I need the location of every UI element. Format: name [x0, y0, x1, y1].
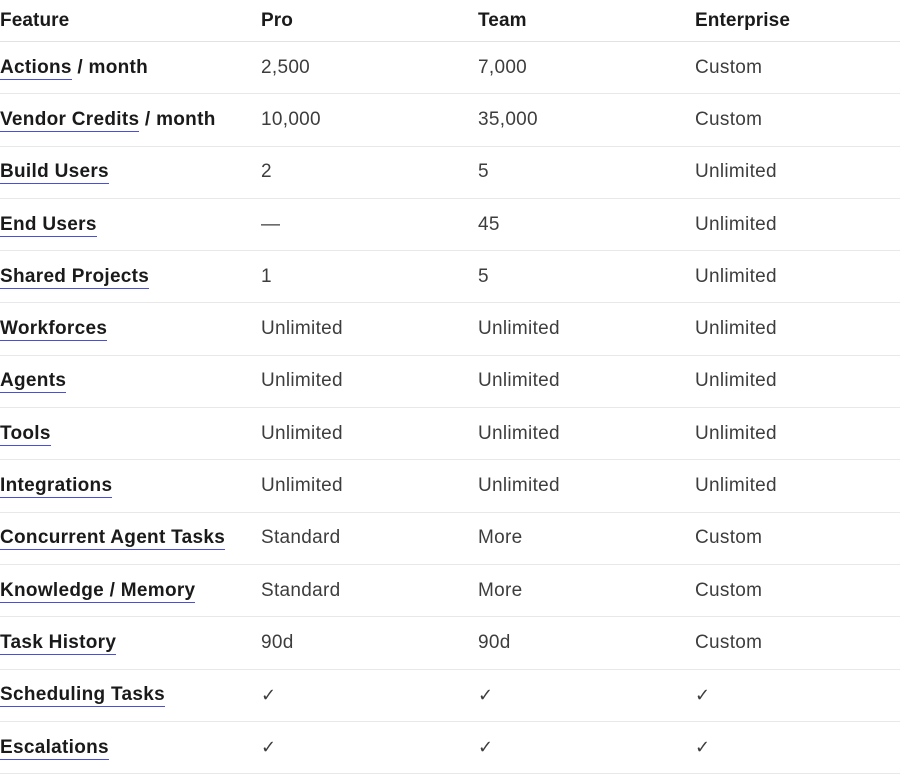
pro-value: — [261, 198, 478, 250]
feature-cell [0, 617, 261, 669]
feature-cell [0, 251, 261, 303]
table-body [0, 42, 900, 774]
feature-link[interactable]: Task History [0, 631, 117, 653]
pro-check-icon: ✓ [261, 721, 478, 773]
enterprise-value: Custom [695, 42, 900, 94]
enterprise-value: Unlimited [695, 303, 900, 355]
team-value: More [478, 512, 695, 564]
feature-link[interactable]: End Users [0, 213, 97, 235]
table-row [0, 669, 900, 721]
pro-value: 90d [261, 617, 478, 669]
table-row [0, 94, 900, 146]
pro-value: Standard [261, 512, 478, 564]
team-value: 35,000 [478, 94, 695, 146]
feature-link[interactable]: Concurrent Agent Tasks [0, 527, 226, 549]
feature-link[interactable]: Build Users [0, 161, 109, 183]
feature-cell [0, 669, 261, 721]
enterprise-check-icon: ✓ [695, 669, 900, 721]
feature-cell [0, 94, 261, 146]
enterprise-value: Unlimited [695, 251, 900, 303]
feature-cell [0, 198, 261, 250]
team-value: Unlimited [478, 460, 695, 512]
pro-check-icon: ✓ [261, 669, 478, 721]
feature-link[interactable]: Actions [0, 56, 72, 78]
pro-value: 2 [261, 146, 478, 198]
enterprise-value: Custom [695, 617, 900, 669]
feature-cell [0, 355, 261, 407]
team-value: 5 [478, 146, 695, 198]
feature-link[interactable]: Knowledge / Memory [0, 579, 196, 601]
pro-value: 10,000 [261, 94, 478, 146]
feature-cell [0, 512, 261, 564]
team-value: 7,000 [478, 42, 695, 94]
pro-value: Unlimited [261, 303, 478, 355]
pro-value: Unlimited [261, 408, 478, 460]
feature-link[interactable]: Scheduling Tasks [0, 684, 165, 706]
feature-link[interactable]: Agents [0, 370, 67, 392]
table-row [0, 564, 900, 616]
header-feature: Feature [0, 0, 261, 42]
enterprise-value: Unlimited [695, 408, 900, 460]
feature-cell [0, 146, 261, 198]
table-row [0, 460, 900, 512]
table-row [0, 303, 900, 355]
enterprise-value: Unlimited [695, 146, 900, 198]
team-check-icon: ✓ [478, 721, 695, 773]
enterprise-value: Unlimited [695, 460, 900, 512]
feature-cell [0, 408, 261, 460]
table-row [0, 617, 900, 669]
feature-link[interactable]: Escalations [0, 736, 109, 758]
team-value: Unlimited [478, 408, 695, 460]
table-row [0, 146, 900, 198]
pro-value: Unlimited [261, 355, 478, 407]
team-value: Unlimited [478, 355, 695, 407]
header-pro: Pro [261, 0, 478, 42]
table-row [0, 721, 900, 773]
enterprise-value: Unlimited [695, 355, 900, 407]
feature-cell [0, 564, 261, 616]
enterprise-check-icon: ✓ [695, 721, 900, 773]
enterprise-value: Custom [695, 94, 900, 146]
team-check-icon: ✓ [478, 669, 695, 721]
team-value: More [478, 564, 695, 616]
feature-cell [0, 460, 261, 512]
team-value: 90d [478, 617, 695, 669]
team-value: 45 [478, 198, 695, 250]
enterprise-value: Custom [695, 512, 900, 564]
feature-cell [0, 721, 261, 773]
enterprise-value: Custom [695, 564, 900, 616]
feature-cell [0, 42, 261, 94]
team-value: Unlimited [478, 303, 695, 355]
header-team: Team [478, 0, 695, 42]
feature-link[interactable]: Vendor Credits [0, 108, 140, 130]
table-row [0, 355, 900, 407]
pro-value: Standard [261, 564, 478, 616]
header-enterprise: Enterprise [695, 0, 900, 42]
feature-link[interactable]: Integrations [0, 475, 113, 497]
table-row [0, 251, 900, 303]
header-row [0, 0, 900, 42]
team-value: 5 [478, 251, 695, 303]
enterprise-value: Unlimited [695, 198, 900, 250]
feature-cell [0, 303, 261, 355]
feature-link[interactable]: Shared Projects [0, 265, 150, 287]
feature-suffix: / month [139, 108, 216, 130]
table-row [0, 512, 900, 564]
table-header [0, 0, 900, 42]
table-row [0, 198, 900, 250]
table-row [0, 42, 900, 94]
pro-value: 1 [261, 251, 478, 303]
feature-link[interactable]: Tools [0, 422, 51, 444]
feature-suffix: / month [71, 56, 149, 78]
pro-value: Unlimited [261, 460, 478, 512]
feature-link[interactable]: Workforces [0, 318, 108, 340]
table-row [0, 408, 900, 460]
pro-value: 2,500 [261, 42, 478, 94]
